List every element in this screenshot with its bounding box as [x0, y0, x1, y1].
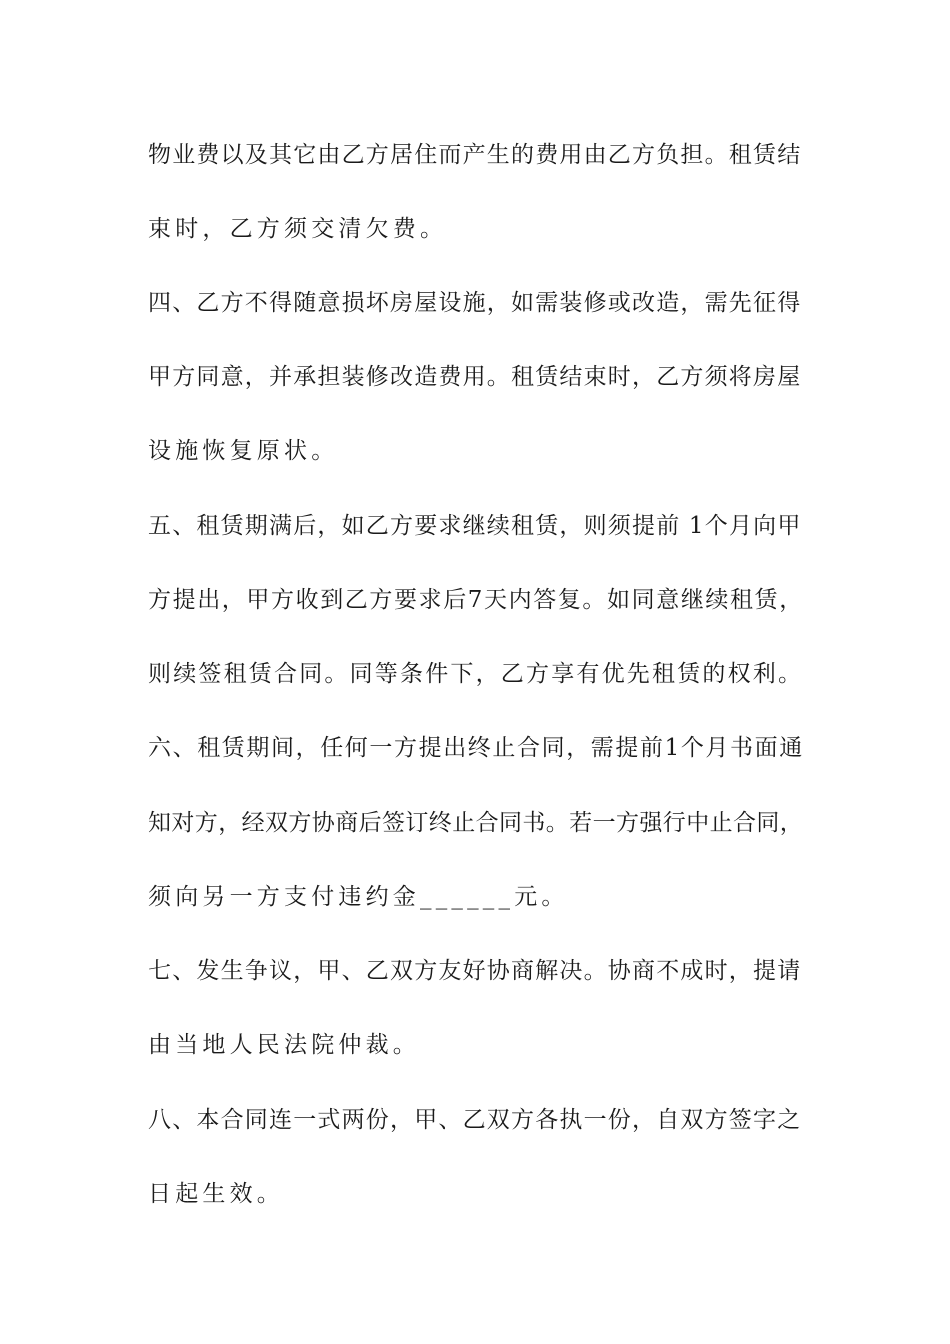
text-line: 由当地人民法院仲裁。	[148, 1032, 420, 1058]
text-line: 束时，乙方须交清欠费。	[148, 216, 448, 242]
text-line: 设施恢复原状。	[148, 438, 339, 464]
text-line: 五、租赁期满后，如乙方要求继续租赁，则须提前 1个月向甲	[148, 513, 802, 539]
text-line: 则续签租赁合同。同等条件下，乙方享有优先租赁的权利。	[148, 661, 804, 687]
text-line: 七、发生争议，甲、乙双方友好协商解决。协商不成时，提请	[148, 958, 802, 984]
text-line: 四、乙方不得随意损坏房屋设施，如需装修或改造，需先征得	[148, 290, 802, 316]
text-line: 甲方同意，并承担装修改造费用。租赁结束时，乙方须将房屋	[148, 364, 802, 390]
text-line: 六、租赁期间，任何一方提出终止合同，需提前1个月书面通	[148, 735, 804, 761]
text-line: 方提出，甲方收到乙方要求后7天内答复。如同意继续租赁，	[148, 587, 804, 613]
text-line: 八、本合同连一式两份，甲、乙双方各执一份，自双方签字之	[148, 1107, 802, 1133]
text-line: 须向另一方支付违约金______元。	[148, 884, 569, 910]
text-line: 物业费以及其它由乙方居住而产生的费用由乙方负担。租赁结	[148, 142, 802, 168]
text-line: 日起生效。	[148, 1181, 284, 1207]
text-line: 知对方，经双方协商后签订终止合同书。若一方强行中止合同，	[148, 810, 804, 836]
